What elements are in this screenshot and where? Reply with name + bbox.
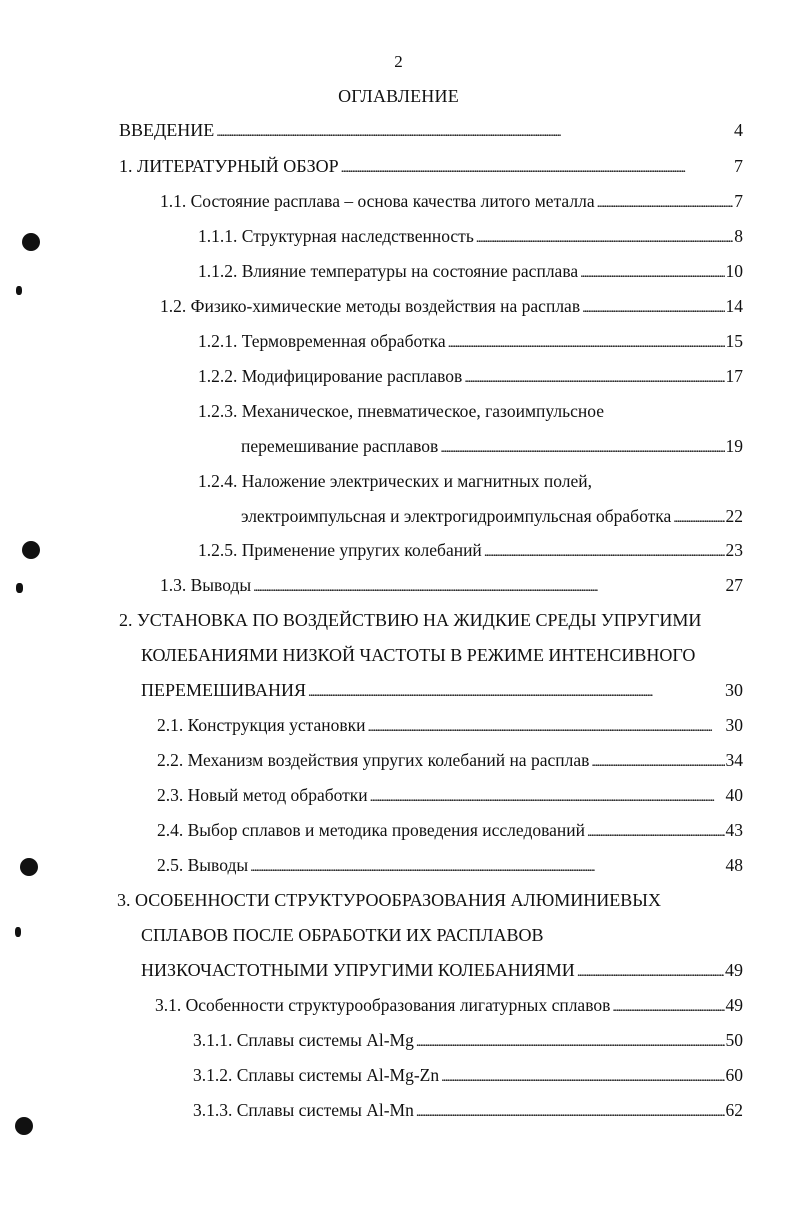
toc-entry-page: 49 xyxy=(725,995,743,1015)
dot-leader xyxy=(441,1066,724,1090)
punch-hole-mark xyxy=(15,1117,33,1135)
toc-entry-title: 1. ЛИТЕРАТУРНЫЙ ОБЗОР xyxy=(119,156,339,176)
toc-entry-title: электроимпульсная и электрогидроимпульсная обработка xyxy=(241,506,672,526)
toc-entry-section-2-1[interactable] xyxy=(157,713,743,737)
toc-entry-title: 2.2. Механизм воздействия упругих колебаний на расплав xyxy=(157,750,590,770)
toc-entry-page: 14 xyxy=(725,296,743,316)
toc-entry-page: 62 xyxy=(725,1100,743,1120)
toc-entry-section-1-1-2[interactable] xyxy=(198,259,743,283)
toc-entry-title: 1.2.1. Термовременная обработка xyxy=(198,331,446,351)
toc-entry-title: 3.1.2. Сплавы системы Al-Mg-Zn xyxy=(193,1065,440,1085)
dot-leader xyxy=(464,367,724,391)
toc-entry-chapter-3-line1[interactable] xyxy=(117,888,661,912)
toc-entry-page: 50 xyxy=(725,1030,743,1050)
toc-entry-chapter-2-line1[interactable] xyxy=(119,608,701,632)
toc-entry-title: ПЕРЕМЕШИВАНИЯ xyxy=(141,680,307,700)
toc-entry-page: 8 xyxy=(734,226,743,246)
toc-entry-page: 4 xyxy=(734,120,743,140)
toc-entry-section-3-1-2[interactable] xyxy=(193,1063,743,1087)
dot-leader xyxy=(368,716,725,740)
dot-leader xyxy=(448,332,725,356)
toc-entry-section-2-4[interactable] xyxy=(157,818,743,842)
toc-entry-page: 23 xyxy=(725,540,743,560)
toc-entry-section-1-2-3-line1[interactable] xyxy=(198,399,604,423)
dot-leader xyxy=(216,121,733,145)
toc-entry-page: 7 xyxy=(734,191,743,211)
toc-entry-chapter-3[interactable] xyxy=(141,958,743,982)
toc-entry-title: КОЛЕБАНИЯМИ НИЗКОЙ ЧАСТОТЫ В РЕЖИМЕ ИНТЕНСИВНОГО xyxy=(141,645,696,665)
dot-leader xyxy=(580,262,724,286)
toc-entry-title: 1.3. Выводы xyxy=(160,575,252,595)
toc-entry-title: 1.2.3. Механическое, пневматическое, газоимпульсное xyxy=(198,401,604,421)
toc-entry-chapter-2[interactable] xyxy=(141,678,743,702)
dot-leader xyxy=(341,157,733,181)
dot-leader xyxy=(308,681,724,705)
toc-entry-section-1-3[interactable] xyxy=(160,573,743,597)
toc-heading: ОГЛАВЛЕНИЕ xyxy=(338,86,459,106)
toc-entry-title: 2. УСТАНОВКА ПО ВОЗДЕЙСТВИЮ НА ЖИДКИЕ СРЕДЫ УПРУГИМИ xyxy=(119,610,702,630)
toc-entry-page: 60 xyxy=(725,1065,743,1085)
toc-entry-chapter-1[interactable] xyxy=(119,154,743,178)
toc-entry-title: 3.1.3. Сплавы системы Al-Mn xyxy=(193,1100,414,1120)
toc-entry-title: 1.1.1. Структурная наследственность xyxy=(198,226,474,246)
toc-entry-page: 22 xyxy=(725,506,743,526)
toc-entry-title: ВВЕДЕНИЕ xyxy=(119,120,215,140)
toc-entry-page: 34 xyxy=(725,750,743,770)
toc-entry-page: 27 xyxy=(725,575,743,595)
dot-leader xyxy=(484,541,725,565)
toc-entry-title: 1.2.4. Наложение электрических и магнитных полей, xyxy=(198,471,592,491)
toc-entry-page: 10 xyxy=(725,261,743,281)
punch-hole-mark xyxy=(16,286,22,295)
dot-leader xyxy=(250,856,724,880)
toc-entry-section-1-1[interactable] xyxy=(160,189,743,213)
dot-leader xyxy=(416,1101,725,1125)
toc-entry-page: 48 xyxy=(725,855,743,875)
toc-entry-page: 43 xyxy=(725,820,743,840)
toc-entry-title: 3.1.1. Сплавы системы Al-Mg xyxy=(193,1030,414,1050)
toc-entry-page: 49 xyxy=(725,960,743,980)
toc-entry-section-1-2-4[interactable] xyxy=(241,504,743,528)
toc-entry-section-1-2-1[interactable] xyxy=(198,329,743,353)
toc-entry-section-1-1-1[interactable] xyxy=(198,224,743,248)
toc-entry-title: перемешивание расплавов xyxy=(241,436,439,456)
dot-leader xyxy=(597,192,734,216)
toc-entry-page: 30 xyxy=(725,680,743,700)
dot-leader xyxy=(440,437,724,461)
toc-entry-title: 1.2.5. Применение упругих колебаний xyxy=(198,540,482,560)
toc-entry-section-1-2-2[interactable] xyxy=(198,364,743,388)
toc-entry-page: 19 xyxy=(725,436,743,456)
toc-entry-page: 40 xyxy=(725,785,743,805)
dot-leader xyxy=(253,576,724,600)
dot-leader xyxy=(476,227,733,251)
toc-entry-title: НИЗКОЧАСТОТНЫМИ УПРУГИМИ КОЛЕБАНИЯМИ xyxy=(141,960,575,980)
toc-entry-section-1-2[interactable] xyxy=(160,294,743,318)
toc-entry-section-1-2-4-line1[interactable] xyxy=(198,469,592,493)
punch-hole-mark xyxy=(15,927,21,937)
toc-entry-title: 2.5. Выводы xyxy=(157,855,249,875)
dot-leader xyxy=(582,297,724,321)
toc-entry-title: СПЛАВОВ ПОСЛЕ ОБРАБОТКИ ИХ РАСПЛАВОВ xyxy=(141,925,544,945)
toc-entry-title: 3.1. Особенности структурообразования лигатурных сплавов xyxy=(155,995,611,1015)
toc-entry-section-1-2-5[interactable] xyxy=(198,538,743,562)
punch-hole-mark xyxy=(16,583,23,593)
toc-entry-section-1-2-3[interactable] xyxy=(241,434,743,458)
toc-entry-page: 7 xyxy=(734,156,743,176)
toc-entry-title: 3. ОСОБЕННОСТИ СТРУКТУРООБРАЗОВАНИЯ АЛЮМИНИЕВЫХ xyxy=(117,890,661,910)
toc-entry-page: 17 xyxy=(725,366,743,386)
toc-entry-title: 2.4. Выбор сплавов и методика проведения исследований xyxy=(157,820,585,840)
toc-entry-title: 1.2. Физико-химические методы воздействия на расплав xyxy=(160,296,581,316)
dot-leader xyxy=(577,961,724,985)
toc-entry-section-2-5[interactable] xyxy=(157,853,743,877)
dot-leader xyxy=(370,786,725,810)
toc-entry-title: 1.2.2. Модифицирование расплавов xyxy=(198,366,463,386)
toc-entry-chapter-2-line2[interactable] xyxy=(141,643,695,667)
page-number: 2 xyxy=(394,52,403,71)
toc-entry-section-3-1-1[interactable] xyxy=(193,1028,743,1052)
dot-leader xyxy=(591,751,724,775)
toc-entry-title: 1.1. Состояние расплава – основа качества литого металла xyxy=(160,191,595,211)
toc-entry-title: 2.1. Конструкция установки xyxy=(157,715,366,735)
toc-entry-page: 30 xyxy=(725,715,743,735)
toc-entry-section-3-1-3[interactable] xyxy=(193,1098,743,1122)
toc-entry-introduction[interactable] xyxy=(119,118,743,142)
toc-entry-page: 15 xyxy=(725,331,743,351)
punch-hole-mark xyxy=(22,233,40,251)
punch-hole-mark xyxy=(20,858,38,876)
toc-entry-title: 1.1.2. Влияние температуры на состояние расплава xyxy=(198,261,579,281)
dot-leader xyxy=(612,996,724,1020)
toc-entry-section-3-1[interactable] xyxy=(155,993,743,1017)
dot-leader xyxy=(673,507,724,531)
dot-leader xyxy=(416,1031,725,1055)
toc-entry-section-2-3[interactable] xyxy=(157,783,743,807)
toc-entry-chapter-3-line2[interactable] xyxy=(141,923,544,947)
dot-leader xyxy=(587,821,725,845)
punch-hole-mark xyxy=(22,541,40,559)
toc-entry-title: 2.3. Новый метод обработки xyxy=(157,785,368,805)
toc-entry-section-2-2[interactable] xyxy=(157,748,743,772)
